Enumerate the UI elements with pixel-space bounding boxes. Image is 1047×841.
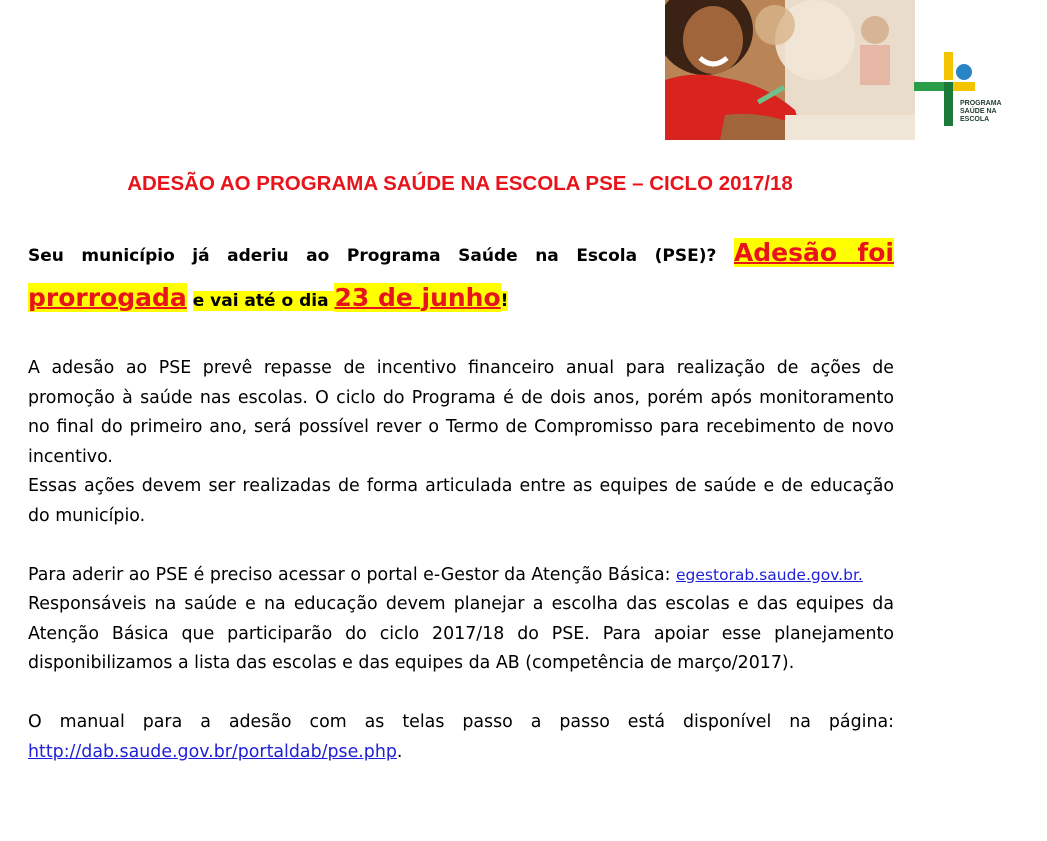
paragraph-planning: Responsáveis na saúde e na educação devem planejar a escolha das escolas e das equipes da Atenção Básica que participarão do ciclo 2017/18 do PSE. Para apoiar esse planejamento disponibilizamos a lista das escolas e das equipes da AB (competência de março/2017). xyxy=(28,594,894,673)
logo-text xyxy=(960,100,1030,124)
paragraph-manual xyxy=(28,708,894,767)
highlight-deadline: 23 de junho xyxy=(334,283,501,312)
header-photo xyxy=(665,0,915,140)
page-title: ADESÃO AO PROGRAMA SAÚDE NA ESCOLA PSE – CICLO 2017/18 xyxy=(127,172,793,195)
lead-question: Seu município já aderiu ao Programa Saúde na Escola (PSE)? xyxy=(28,246,717,266)
logo-line-2: SAÚDE NA xyxy=(960,108,997,115)
manual-end: . xyxy=(396,741,403,762)
smiling-student-photo-icon xyxy=(665,0,915,140)
paragraph-access xyxy=(28,561,894,591)
lead-middle: e vai até o dia xyxy=(192,291,329,311)
egestor-link[interactable]: egestorab.saude.gov.br. xyxy=(676,565,863,584)
manual-text: O manual para a adesão com as telas passo a passo está disponível na página: xyxy=(28,712,894,732)
lead-end: ! xyxy=(500,291,509,311)
paragraph-incentive: A adesão ao PSE prevê repasse de incentivo financeiro anual para realização de ações de promoção à saúde nas escolas. O ciclo do Programa é de dois anos, porém após monitoramento no final do primeiro ano, será possível rever o Termo de Compromisso para recebimento de novo incentivo. xyxy=(28,358,894,467)
document-body xyxy=(28,232,894,767)
access-text: Para aderir ao PSE é preciso acessar o portal e-Gestor da Atenção Básica: xyxy=(28,564,671,585)
highlight-extended: Adesão foi prorrogada xyxy=(28,238,894,312)
manual-link[interactable]: http://dab.saude.gov.br/portaldab/pse.php xyxy=(28,741,397,762)
logo-line-1: PROGRAMA xyxy=(960,100,1002,107)
logo-line-3: ESCOLA xyxy=(960,116,990,123)
pse-logo xyxy=(914,52,1024,132)
lead-paragraph xyxy=(28,232,894,322)
paragraph-articulation: Essas ações devem ser realizadas de forma articulada entre as equipes de saúde e de educação do município. xyxy=(28,476,894,526)
